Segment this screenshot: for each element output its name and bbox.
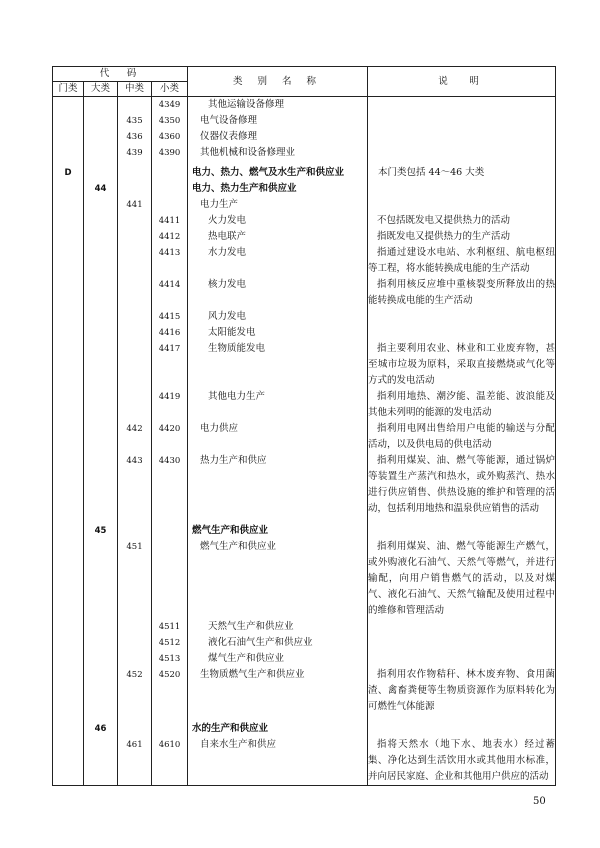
group-code: 441 xyxy=(118,197,152,213)
group-code xyxy=(118,97,152,114)
division-code: 46 xyxy=(84,715,118,737)
division-code xyxy=(84,245,118,277)
group-code: 461 xyxy=(118,737,152,786)
division-code xyxy=(84,389,118,421)
group-code xyxy=(118,635,152,651)
division-code xyxy=(84,145,118,161)
table-row xyxy=(53,113,556,129)
category-description xyxy=(368,181,556,197)
division-code xyxy=(84,453,118,517)
section-code xyxy=(53,129,84,145)
section-code xyxy=(53,229,84,245)
group-code xyxy=(118,517,152,539)
section-code xyxy=(53,277,84,309)
division-code xyxy=(84,129,118,145)
category-description xyxy=(368,635,556,651)
table-row xyxy=(53,277,556,309)
section-code xyxy=(53,517,84,539)
group-code xyxy=(118,389,152,421)
class-code: 4430 xyxy=(152,453,188,517)
groups-header: 中类 xyxy=(118,82,152,97)
division-code xyxy=(84,341,118,389)
division-code xyxy=(84,325,118,341)
division-code xyxy=(84,113,118,129)
category-description: 指利用核反应堆中重核裂变所释放出的热能转换成电能的生产活动 xyxy=(368,277,556,309)
category-description xyxy=(368,715,556,737)
section-code xyxy=(53,539,84,619)
class-code: 4419 xyxy=(152,389,188,421)
class-code: 4512 xyxy=(152,635,188,651)
class-code xyxy=(152,517,188,539)
category-description: 本门类包括 44～46 大类 xyxy=(368,161,556,181)
table-row xyxy=(53,651,556,667)
group-code xyxy=(118,181,152,197)
table-row xyxy=(53,129,556,145)
section-code xyxy=(53,635,84,651)
category-name: 生物质燃气生产和供应业 xyxy=(188,667,368,715)
group-code: 442 xyxy=(118,421,152,453)
division-code xyxy=(84,97,118,114)
table-row xyxy=(53,737,556,786)
category-description xyxy=(368,129,556,145)
table-row xyxy=(53,421,556,453)
category-description xyxy=(368,97,556,114)
class-code: 4511 xyxy=(152,619,188,635)
division-code xyxy=(84,635,118,651)
section-code xyxy=(53,145,84,161)
category-description xyxy=(368,619,556,635)
category-description: 指利用煤炭、油、燃气等能源生产燃气，或外购液化石油气、天然气等燃气，并进行输配，向用户销售燃气的活动，以及对煤气、液化石油气、天然气输配及使用过程中的维修和管理活动 xyxy=(368,539,556,619)
group-code xyxy=(118,309,152,325)
category-description xyxy=(368,145,556,161)
group-code: 451 xyxy=(118,539,152,619)
section-code: D xyxy=(53,161,84,181)
category-name: 水的生产和供应业 xyxy=(188,715,368,737)
section-code xyxy=(53,667,84,715)
table-row xyxy=(53,145,556,161)
category-description: 指通过建设水电站、水利枢纽、航电枢纽等工程，将水能转换成电能的生产活动 xyxy=(368,245,556,277)
class-code: 4411 xyxy=(152,213,188,229)
table-row xyxy=(53,245,556,277)
class-code xyxy=(152,715,188,737)
division-code xyxy=(84,213,118,229)
category-description xyxy=(368,309,556,325)
class-code: 4417 xyxy=(152,341,188,389)
section-code xyxy=(53,97,84,114)
page-number: 50 xyxy=(533,796,546,807)
classification-table xyxy=(52,66,556,786)
description-header: 说 明 xyxy=(368,67,556,97)
class-code: 4360 xyxy=(152,129,188,145)
category-description: 指利用地热、潮汐能、温差能、波浪能及其他未列明的能源的发电活动 xyxy=(368,389,556,421)
class-code: 4414 xyxy=(152,277,188,309)
table-row xyxy=(53,309,556,325)
division-code xyxy=(84,277,118,309)
division-code: 44 xyxy=(84,181,118,197)
class-code: 4413 xyxy=(152,245,188,277)
table-row xyxy=(53,325,556,341)
division-code xyxy=(84,197,118,213)
class-code: 4610 xyxy=(152,737,188,786)
group-code xyxy=(118,213,152,229)
section-code xyxy=(53,181,84,197)
table-row xyxy=(53,619,556,635)
group-code xyxy=(118,277,152,309)
category-description: 指主要利用农业、林业和工业废弃物，甚至城市垃圾为原料，采取直接燃烧或气化等方式的发电活动 xyxy=(368,341,556,389)
division-code xyxy=(84,229,118,245)
category-description xyxy=(368,651,556,667)
category-name: 液化石油气生产和供应业 xyxy=(188,635,368,651)
group-code xyxy=(118,619,152,635)
category-name: 其他运输设备修理 xyxy=(188,97,368,114)
table-row xyxy=(53,213,556,229)
section-code xyxy=(53,453,84,517)
category-name: 太阳能发电 xyxy=(188,325,368,341)
table-row xyxy=(53,453,556,517)
category-name: 天然气生产和供应业 xyxy=(188,619,368,635)
category-name: 燃气生产和供应业 xyxy=(188,517,368,539)
section-code xyxy=(53,213,84,229)
division-code xyxy=(84,539,118,619)
category-description: 指利用电网出售给用户电能的输送与分配活动，以及供电局的供电活动 xyxy=(368,421,556,453)
table-row xyxy=(53,229,556,245)
category-name: 电力、热力生产和供应业 xyxy=(188,181,368,197)
category-name: 风力发电 xyxy=(188,309,368,325)
sections-header: 门类 xyxy=(53,82,84,97)
category-description: 指利用农作物秸秆、林木废弃物、食用菌渣、禽畜粪便等生物质资源作为原料转化为可燃性气体能源 xyxy=(368,667,556,715)
table-row xyxy=(53,97,556,114)
section-code xyxy=(53,325,84,341)
table-row xyxy=(53,667,556,715)
divisions-header: 大类 xyxy=(84,82,118,97)
category-name: 核力发电 xyxy=(188,277,368,309)
class-code: 4415 xyxy=(152,309,188,325)
category-name: 热力生产和供应 xyxy=(188,453,368,517)
group-code: 436 xyxy=(118,129,152,145)
category-description: 不包括既发电又提供热力的活动 xyxy=(368,213,556,229)
table-row xyxy=(53,517,556,539)
category-name: 自来水生产和供应 xyxy=(188,737,368,786)
category-name: 热电联产 xyxy=(188,229,368,245)
group-code xyxy=(118,325,152,341)
table-row xyxy=(53,161,556,181)
section-code xyxy=(53,421,84,453)
table-row xyxy=(53,197,556,213)
group-code xyxy=(118,245,152,277)
division-code: 45 xyxy=(84,517,118,539)
classes-header: 小类 xyxy=(152,82,188,97)
group-code xyxy=(118,229,152,245)
section-code xyxy=(53,389,84,421)
category-name: 燃气生产和供应业 xyxy=(188,539,368,619)
code-header: 代 码 xyxy=(53,67,188,82)
division-code xyxy=(84,667,118,715)
category-name: 生物质能发电 xyxy=(188,341,368,389)
category-description xyxy=(368,197,556,213)
category-name: 仪器仪表修理 xyxy=(188,129,368,145)
section-code xyxy=(53,113,84,129)
category-description: 指既发电又提供热力的生产活动 xyxy=(368,229,556,245)
class-code: 4349 xyxy=(152,97,188,114)
name-header: 类 别 名 称 xyxy=(188,67,368,97)
category-name: 电力、热力、燃气及水生产和供应业 xyxy=(188,161,368,181)
table-row xyxy=(53,715,556,737)
group-code xyxy=(118,161,152,181)
class-code: 4513 xyxy=(152,651,188,667)
group-code: 452 xyxy=(118,667,152,715)
class-code xyxy=(152,161,188,181)
group-code xyxy=(118,651,152,667)
section-code xyxy=(53,651,84,667)
table-row xyxy=(53,389,556,421)
division-code xyxy=(84,737,118,786)
category-description xyxy=(368,325,556,341)
section-code xyxy=(53,341,84,389)
category-name: 电力生产 xyxy=(188,197,368,213)
category-description xyxy=(368,113,556,129)
class-code: 4420 xyxy=(152,421,188,453)
class-code xyxy=(152,539,188,619)
table-row xyxy=(53,341,556,389)
section-code xyxy=(53,197,84,213)
class-code: 4520 xyxy=(152,667,188,715)
class-code: 4412 xyxy=(152,229,188,245)
table-row xyxy=(53,635,556,651)
section-code xyxy=(53,309,84,325)
table-body xyxy=(53,97,556,786)
division-code xyxy=(84,651,118,667)
division-code xyxy=(84,309,118,325)
category-description: 指利用煤炭、油、燃气等能源，通过锅炉等装置生产蒸汽和热水，或外购蒸汽、热水进行供应销售、供热设施的维护和管理的活动，包括利用地热和温泉供应销售的活动 xyxy=(368,453,556,517)
section-code xyxy=(53,715,84,737)
division-code xyxy=(84,421,118,453)
group-code: 443 xyxy=(118,453,152,517)
division-code xyxy=(84,161,118,181)
category-name: 电力供应 xyxy=(188,421,368,453)
division-code xyxy=(84,619,118,635)
category-description: 指将天然水（地下水、地表水）经过蓄集、净化达到生活饮用水或其他用水标准，并向居民家庭、企业和其他用户供应的活动 xyxy=(368,737,556,786)
class-code xyxy=(152,197,188,213)
category-name: 电气设备修理 xyxy=(188,113,368,129)
class-code: 4350 xyxy=(152,113,188,129)
table-row xyxy=(53,181,556,197)
category-name: 其他机械和设备修理业 xyxy=(188,145,368,161)
category-name: 水力发电 xyxy=(188,245,368,277)
class-code xyxy=(152,181,188,197)
group-code xyxy=(118,341,152,389)
group-code xyxy=(118,715,152,737)
category-description xyxy=(368,517,556,539)
section-code xyxy=(53,619,84,635)
category-name: 火力发电 xyxy=(188,213,368,229)
group-code: 435 xyxy=(118,113,152,129)
class-code: 4390 xyxy=(152,145,188,161)
class-code: 4416 xyxy=(152,325,188,341)
table-row xyxy=(53,539,556,619)
category-name: 煤气生产和供应业 xyxy=(188,651,368,667)
section-code xyxy=(53,245,84,277)
category-name: 其他电力生产 xyxy=(188,389,368,421)
group-code: 439 xyxy=(118,145,152,161)
section-code xyxy=(53,737,84,786)
